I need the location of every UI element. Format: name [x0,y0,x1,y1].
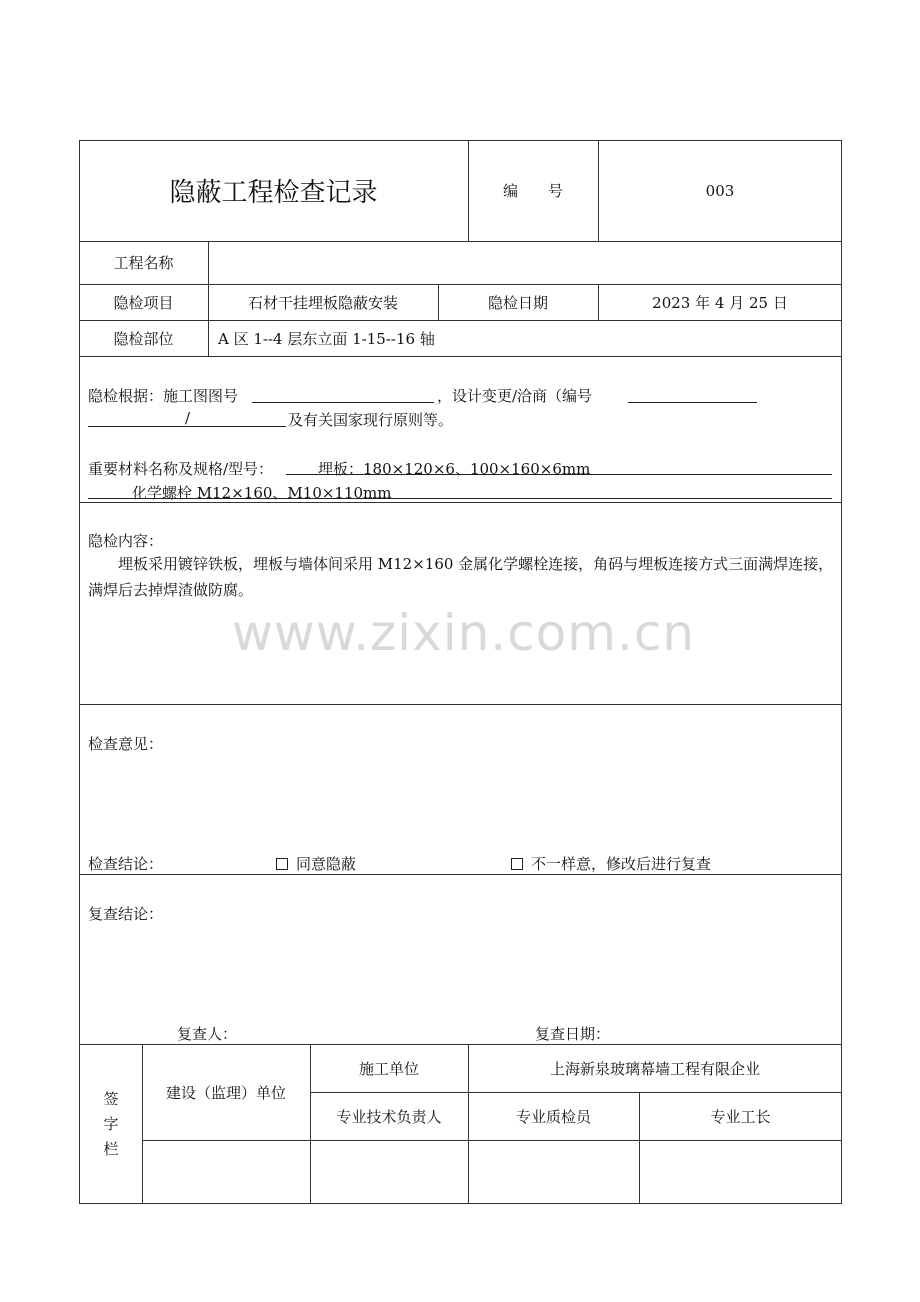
recheck-person-label: 复查人： [177,1025,238,1043]
row-divider [142,1140,842,1141]
number-value: 003 [705,181,735,200]
disagree-checkbox[interactable] [511,858,523,870]
number-label: 编 号 [502,182,563,200]
signature-label-char: 签 [103,1090,119,1108]
quality-inspector-label: 专业质检员 [515,1107,591,1126]
tech-lead-label: 专业技术负责人 [336,1107,442,1126]
construction-unit-label: 施工单位 [358,1059,419,1078]
inspection-location-value: A 区 1--4 层东立面 1-15--16 轴 [218,329,435,348]
inspection-item-label: 隐检项目 [113,293,174,312]
change-number-blank [628,402,757,403]
disagree-option[interactable] [511,853,711,874]
content-text: 埋板采用镀锌铁板，埋板与墙体间采用 M12×160 金属化学螺栓连接，角码与埋板连接方式三面满焊连接，满焊后去掉焊渣做防腐。 [88,555,834,599]
basis-middle: ，设计变更/洽商（编号 [437,387,593,405]
content-label: 隐检内容： [88,532,164,550]
materials-underline-1 [286,474,832,475]
recheck-date-label: 复查日期： [535,1025,611,1043]
row-divider [79,356,842,357]
inspection-date-label: 隐检日期 [487,293,548,312]
signature-label-char: 栏 [103,1140,119,1158]
foreman-label: 专业工长 [710,1107,771,1126]
disagree-label: 不一样意，修改后进行复查 [531,855,712,873]
watermark: www.zixin.com.cn [232,604,696,662]
opinion-label: 检查意见： [88,735,164,753]
basis-slash: / [185,409,191,427]
construction-unit-value: 上海新泉玻璃幕墙工程有限企业 [549,1059,760,1078]
materials-line-1: 埋板：180×120×6、100×160×6mm [318,460,591,478]
inspection-location-label: 隐检部位 [113,329,174,348]
row-divider [79,874,842,875]
agree-option[interactable] [276,853,356,874]
owner-unit: 建设（监理）单位 [165,1083,286,1102]
materials-underline-2 [88,498,832,499]
project-name-label: 工程名称 [113,254,174,272]
inspection-item-value: 石材干挂埋板隐蔽安装 [247,293,398,312]
basis-suffix: 及有关国家现行原则等。 [288,411,454,429]
materials-line-2: 化学螺栓 M12×160、M10×110mm [132,484,392,502]
row-divider [79,704,842,705]
signature-label-char: 字 [103,1115,119,1133]
basis-prefix: 隐检根据：施工图图号 [88,387,239,405]
project-name-value [208,241,842,284]
agree-checkbox[interactable] [276,858,288,870]
conclusion-label: 检查结论： [88,855,164,873]
recheck-label: 复查结论： [88,905,164,923]
inspection-date-value: 2023 年 4 月 25 日 [652,293,788,312]
agree-label: 同意隐蔽 [296,855,357,873]
page-title: 隐蔽工程检查记录 [169,178,378,208]
materials-label: 重要材料名称及规格/型号： [88,460,274,478]
drawing-number-blank [252,402,434,403]
